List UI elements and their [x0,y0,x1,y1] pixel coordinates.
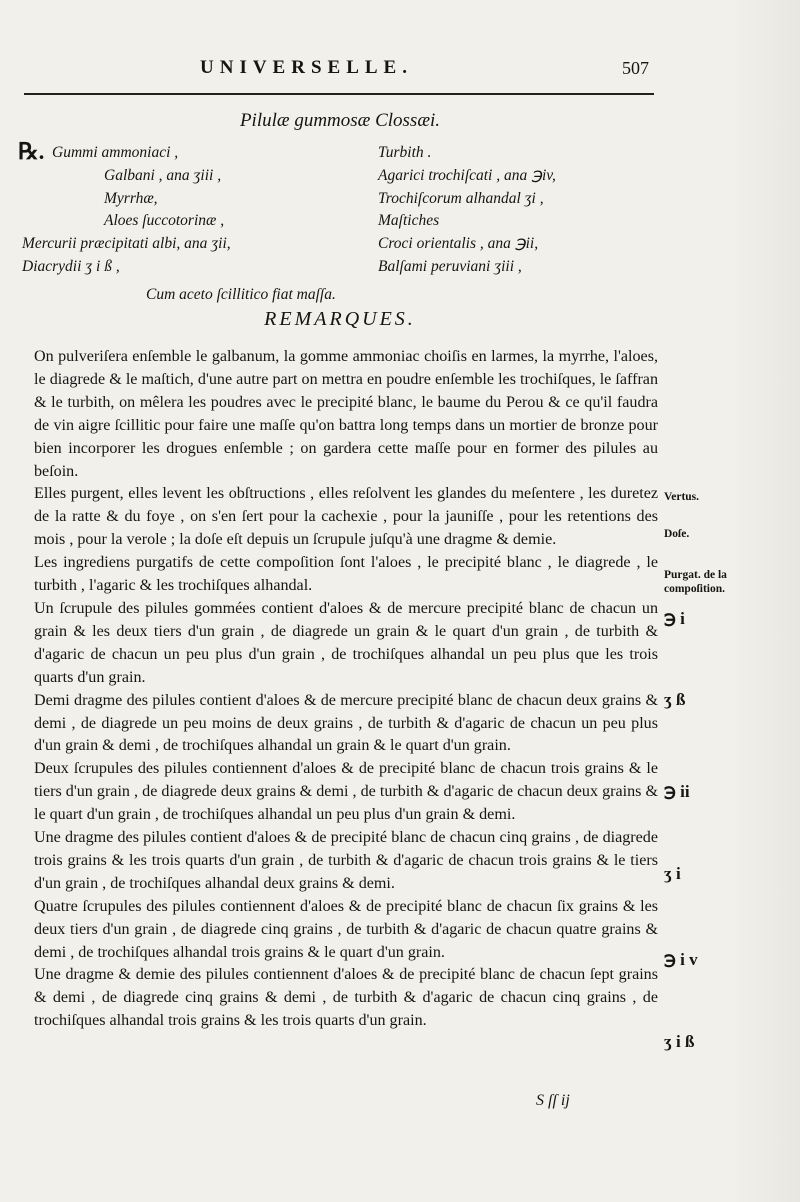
paragraph: Demi dragme des pilules contient d'aloes & de mercure precipité blanc de chacun deux grains & demi , de diagrede un peu moins de deux grains , de turbith & d'agaric de chacun un peu plus d'un grain & demi , de trochiſques alhandal un grain & le quart d'un grain. [34,691,658,755]
ingredient-left: Mercurii præcipitati albi, ana ʒii, [22,235,231,252]
margin-note-purgat: Purgat. de la compoſition. [664,569,727,595]
paragraph: Quatre ſcrupules des pilules contiennent d'aloes & de precipité blanc de chacun ſix grains & les deux tiers d'un grain , de diagrede cinq grains , de turbith & d'agaric de chacun quatre grains & demi , de trochiſques alhandal trois grains & le quart d'un grain. [34,897,658,961]
recipe-symbol: ℞. [18,139,45,164]
paragraph: Une dragme & demie des pilules contiennent d'aloes & de precipité blanc de chacun ſept grains & demi , de diagrede cinq grains & demi , de turbith & d'agaric de chacun cinq grains , de trochiſques alhandal trois grains & les trois quarts d'un grain. [34,966,658,1030]
ingredient-left: Aloes ſuccotorinæ , [104,212,225,229]
header-rule [24,93,654,95]
ingredient-left: Myrrhæ, [104,190,158,207]
page-edge-shading [730,0,800,1202]
paragraph: Les ingrediens purgatifs de cette compoſition ſont l'aloes , le precipité blanc , le diagrede , le turbith , l'agaric & les trochiſques alhandal. [34,554,658,595]
margin-dose: ʒ i ß [664,1032,695,1051]
margin-note-dose: Doſe. [664,528,690,540]
ingredient-right: Croci orientalis , ana ℈ii, [378,235,539,252]
ingredient-left: Gummi ammoniaci , [52,144,179,161]
paragraph: Elles purgent, elles levent les obſtructions , elles reſolvent les glandes du meſentere , les duretez de la ratte & du foye , on s'en ſert pour la cachexie , pour la jauniſſe , pour les retentions des mois , pour la verole ; la doſe eſt depuis un ſcrupule juſqu'à une dragme & demie. [34,485,658,549]
printer-signature: S ſſ ij [536,1092,570,1109]
paragraph: On pulveriſera enſemble le galbanum, la gomme ammoniac choiſis en larmes, la myrrhe, l'aloes, le diagrede & le maſtich, d'une autre part on mettra en poudre enſemble les trochiſques, le ſaffran & le turbith, on mêlera les poudres avec le precipité blanc, le baume du Perou & ce qu'il faudra de vin aigre ſcillitic pour faire une maſſe qu'on battra long temps dans un mortier de bronze pour bien incorporer les drogues enſemble ; on gardera cette maſſe pour en former des pilules au beſoin. [34,348,658,480]
margin-dose: ℈ ii [664,782,690,801]
recipe-instruction: Cum aceto ſcillitico fiat maſſa. [146,286,336,303]
ingredient-right: Balſami peruviani ʒiii , [378,258,522,275]
paragraph: Un ſcrupule des pilules gommées contient d'aloes & de mercure precipité blanc de chacun un grain & les deux tiers d'un grain , de diagrede un grain & le quart d'un grain , de turbith & d'agaric de chacun un peu plus d'un grain , de trochiſques alhandal un peu plus que les trois quarts d'un grain. [34,599,658,686]
paragraph: Deux ſcrupules des pilules contiennent d'aloes & de precipité blanc de chacun trois grains & le tiers d'un grain , de diagrede deux grains & demi , de turbith & d'agaric de chacun deux grains & le quart d'un grain , de trochiſques alhandal un peu plus d'un grain & demi. [34,760,658,824]
margin-dose: ℈ i [664,609,685,628]
margin-dose: ʒ i [664,864,681,883]
paragraph: Une dragme des pilules contient d'aloes & de precipité blanc de chacun cinq grains , de diagrede trois grains & les trois quarts d'un grain , de turbith & d'agaric de chacun trois grains & le tiers d'un grain , de trochiſques alhandal deux grains & demi. [34,829,658,892]
ingredient-right: Trochiſcorum alhandal ʒi , [378,190,544,207]
ingredient-right: Maſtiches [378,212,440,229]
remarks-title: REMARQUES. [264,308,416,330]
recipe-title: Pilulæ gummosæ Clossæi. [239,110,441,131]
ingredient-right: Turbith . [378,144,432,161]
margin-note-vertus: Vertus. [664,491,700,503]
ingredient-left: Diacrydii ʒ i ß , [22,258,120,275]
page-number: 507 [622,58,649,78]
ingredient-right: Agarici trochiſcati , ana ℈iv, [378,167,556,184]
ingredient-left: Galbani , ana ʒiii , [104,167,222,184]
margin-dose: ℈ i v [664,950,698,969]
margin-dose: ʒ ß [664,690,686,709]
remarks-body [34,346,658,1033]
running-head: UNIVERSELLE. [200,57,413,78]
